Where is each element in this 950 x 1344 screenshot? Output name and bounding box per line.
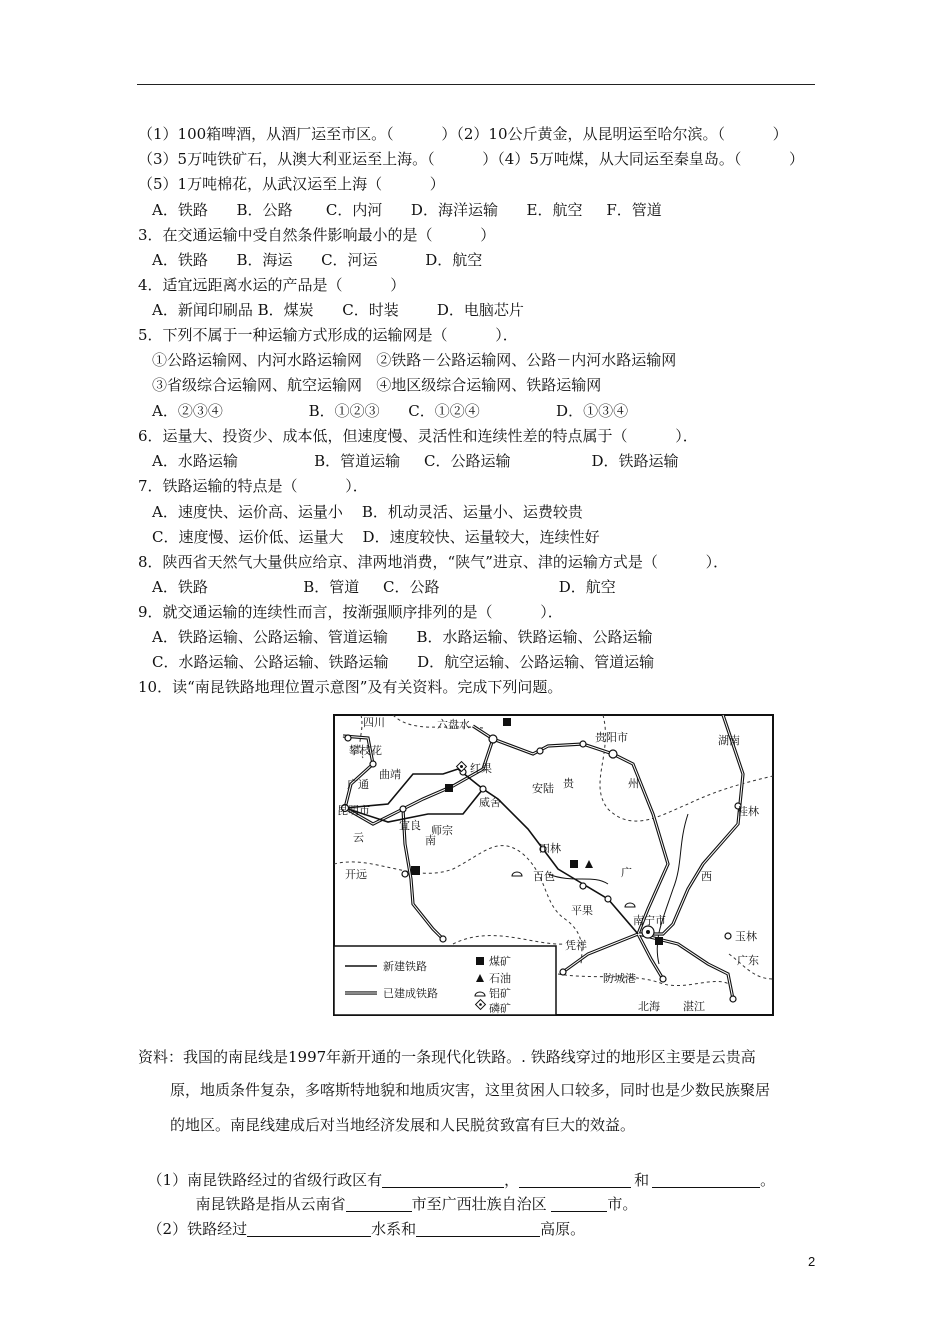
legend-label-old-rail: 已建成铁路 (383, 987, 438, 1000)
map-label-qujing: 曲靖 (379, 768, 401, 781)
legend-label-new-rail: 新建铁路 (383, 960, 427, 973)
q1-sep2: 和 (634, 1171, 650, 1189)
map-label-baise: 百色 (533, 870, 555, 883)
map-label-tianlin: 田林 (539, 842, 561, 855)
legend-label-aluminum: 铝矿 (489, 987, 511, 1000)
map-label-kaiyuan: 开远 (345, 868, 367, 881)
q1b-end: 市。 (607, 1195, 638, 1213)
q1b-prefix: 南昆铁路是指从云南省 (195, 1195, 346, 1213)
q2-mid: 水系和 (371, 1220, 417, 1238)
text-line-l12: A．②③④ B．①②③ C．①②④ D．①③④ (152, 402, 629, 420)
map-label-beihai: 北海 (638, 1000, 660, 1013)
q1-sep1: ， (504, 1171, 520, 1189)
map-legend (334, 946, 556, 1015)
map-label-gui: 贵 (563, 777, 574, 790)
map-label-shizong: 师宗 (431, 824, 453, 837)
text-line-l16: A．速度快、运价高、运量小 B．机动灵活、运量小、运费较贵 (152, 503, 583, 521)
text-line-l15: 7．铁路运输的特点是（ ）． (138, 477, 368, 495)
map-label-guiyang: 贵阳市 (595, 731, 628, 744)
text-line-l18: 8．陕西省天然气大量供应给京、津两地消费，“陕气”进京、津的运输方式是（ ）． (138, 553, 729, 571)
map-label-fangchenggang: 防城港 (603, 972, 636, 985)
map-label-sichuan: 四川 (363, 716, 385, 729)
text-line-l20: 9．就交通运输的连续性而言，按渐强顺序排列的是（ ）． (138, 603, 563, 621)
map-label-yun: 云 (353, 831, 364, 844)
nankun-railway-map (333, 714, 774, 1016)
q2-prefix: （2）铁路经过 (147, 1220, 248, 1238)
text-line-l23: 10．读“南昆铁路地理位置示意图”及有关资料。完成下列问题。 (138, 678, 563, 696)
legend-label-oil: 石油 (489, 972, 511, 985)
q1-blank-3[interactable] (652, 1172, 760, 1188)
text-line-l01: （1）100箱啤酒，从酒厂运至市区。（ ）（2）10公斤黄金，从昆明运至哈尔滨。（ ） (138, 125, 788, 143)
legend-label-coal: 煤矿 (489, 955, 511, 968)
map-label-guangdong: 广东 (737, 954, 759, 967)
map-label-guang: 广 (621, 866, 632, 879)
text-line-l24: 资料：我国的南昆线是1997年新开通的一条现代化铁路。. 铁路线穿过的地形区主要是云贵高 (138, 1048, 756, 1066)
map-label-hongguo: 红果 (470, 762, 492, 775)
map-label-anlu: 安陆 (532, 782, 554, 795)
text-line-l11: ③省级综合运输网、航空运输网 ④地区级综合运输网、铁路运输网 (152, 376, 602, 394)
map-label-kunming: 昆明市 (337, 804, 370, 817)
text-line-l21: A．铁路运输、公路运输、管道运输 B．水路运输、铁路运输、公路运输 (152, 628, 653, 646)
map-label-liupanshui: 六盘水 (437, 718, 470, 731)
text-line-l06: A．铁路 B．海运 C．河运 D．航空 (152, 251, 483, 269)
text-line-l09: 5．下列不属于一种运输方式形成的运输网是（ ）． (138, 326, 518, 344)
q2-end: 高原。 (540, 1220, 586, 1238)
page-number: 2 (808, 1254, 816, 1269)
q1b-mid: 市至广西壮族自治区 (411, 1195, 552, 1213)
map-label-zhanjiang: 湛江 (683, 1000, 705, 1013)
text-line-l10: ①公路运输网、内河水路运输网 ②铁路－公路运输网、公路－内河水路运输网 (152, 351, 677, 369)
text-line-l25: 原，地质条件复杂，多喀斯特地貌和地质灾害，这里贫困人口较多，同时也是少数民族聚居 (170, 1081, 771, 1099)
map-label-nanning: 南宁市 (633, 914, 666, 927)
map-label-pingguo: 平果 (571, 904, 593, 917)
map-label-nan: 南 (425, 834, 436, 847)
text-line-l26: 的地区。南昆线建成后对当地经济发展和人民脱贫致富有巨大的效益。 (170, 1116, 636, 1134)
map-label-guilin: 桂林 (737, 805, 759, 818)
text-line-l17: C．速度慢、运价低、运量大 D．速度较快、运量较大，连续性好 (152, 528, 600, 546)
map-label-yulin: 玉林 (735, 930, 757, 943)
text-line-l04: A．铁路 B．公路 C．内河 D．海洋运输 E．航空 F．管道 (152, 201, 662, 219)
map-label-panzhihua: 攀枝花 (349, 744, 382, 757)
q1-end: 。 (760, 1171, 776, 1189)
text-line-l05: 3．在交通运输中受自然条件影响最小的是（ ） (138, 226, 496, 244)
map-label-pingxiang: 凭祥 (565, 939, 587, 952)
map-label-hunan: 湖南 (718, 734, 740, 747)
question-2-line (138, 1199, 585, 1239)
header-rule (137, 84, 815, 85)
map-label-weishe: 威舍 (479, 796, 501, 809)
q1-prefix: （1）南昆铁路经过的省级行政区有 (147, 1171, 383, 1189)
text-line-l19: A．铁路 B．管道 C．公路 D．航空 (152, 578, 616, 596)
text-line-l03: （5）1万吨棉花，从武汉运至上海（ ） (138, 175, 445, 193)
q2-blank-1[interactable] (247, 1221, 371, 1237)
text-line-l14: A．水路运输 B．管道运输 C．公路运输 D．铁路运输 (152, 452, 679, 470)
text-line-l02: （3）5万吨铁矿石，从澳大利亚运至上海。（ ）（4）5万吨煤，从大同运至秦皇岛。（ ） (138, 150, 805, 168)
map-label-yiliang: 宜良 (399, 819, 421, 832)
legend-label-phosphate: 磷矿 (489, 1002, 511, 1015)
text-line-l22: C．水路运输、公路运输、铁路运输 D．航空运输、公路运输、管道运输 (152, 653, 655, 671)
map-label-guangtong: 广通 (347, 778, 369, 791)
text-line-l08: A．新闻印刷品 B．煤炭 C．时装 D．电脑芯片 (152, 301, 524, 319)
text-line-l07: 4．适宜远距离水运的产品是（ ） (138, 276, 406, 294)
text-line-l13: 6．运量大、投资少、成本低，但速度慢、灵活性和连续性差的特点属于（ ）． (138, 427, 698, 445)
q2-blank-2[interactable] (416, 1221, 540, 1237)
map-label-xi: 西 (701, 870, 712, 883)
map-label-zhou: 州 (628, 777, 639, 790)
